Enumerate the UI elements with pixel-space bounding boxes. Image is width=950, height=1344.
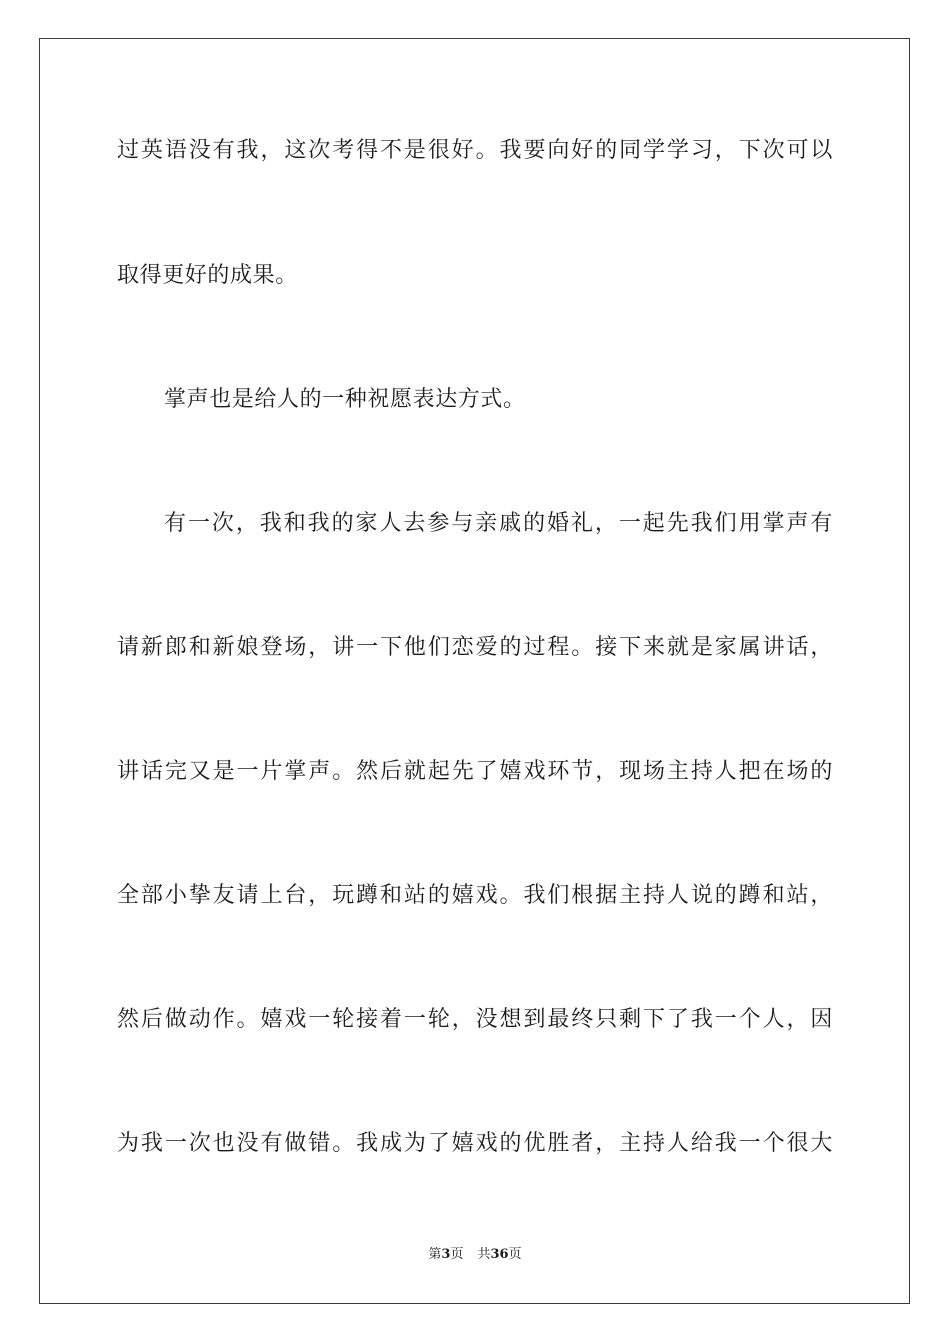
footer-total-suffix: 页 <box>508 1247 522 1262</box>
footer-total-prefix: 共 <box>477 1247 491 1262</box>
body-line-8: 然后做动作。嬉戏一轮接着一轮，没想到最终只剩下了我一个人，因 <box>117 1007 833 1032</box>
body-line-9: 为我一次也没有做错。我成为了嬉戏的优胜者，主持人给我一个很大 <box>117 1131 833 1156</box>
body-line-1: 过英语没有我，这次考得不是很好。我要向好的同学学习，下次可以 <box>117 138 833 163</box>
page-border <box>39 38 910 1304</box>
footer-total-pages: 36 <box>490 1247 509 1262</box>
body-line-5: 请新郎和新娘登场，讲一下他们恋爱的过程。接下来就是家属讲话， <box>117 635 833 660</box>
body-line-2: 取得更好的成果。 <box>117 263 298 288</box>
body-line-6: 讲话完又是一片掌声。然后就起先了嬉戏环节，现场主持人把在场的 <box>117 759 833 784</box>
footer-page-prefix: 第 <box>428 1247 442 1262</box>
body-line-7: 全部小挚友请上台，玩蹲和站的嬉戏。我们根据主持人说的蹲和站， <box>117 883 833 908</box>
footer-page-suffix: 页 <box>450 1247 464 1262</box>
footer-page-number: 3 <box>441 1247 451 1262</box>
page-footer <box>0 1246 950 1264</box>
paragraph-line-4: 有一次，我和我的家人去参与亲戚的婚礼，一起先我们用掌声有 <box>164 511 833 536</box>
paragraph-line-3: 掌声也是给人的一种祝愿表达方式。 <box>164 387 526 412</box>
